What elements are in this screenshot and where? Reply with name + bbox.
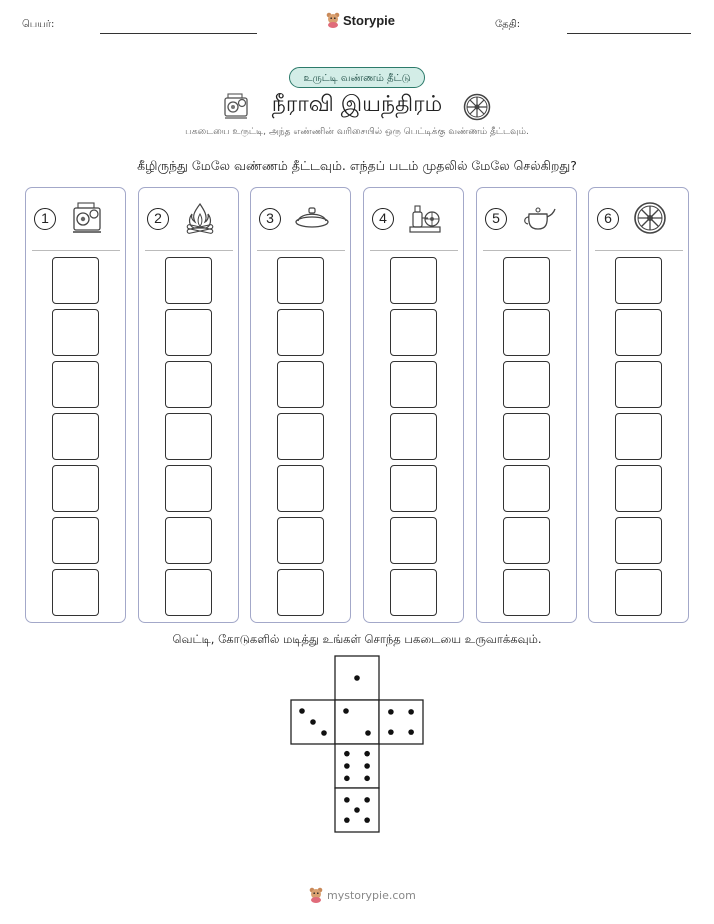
die-face xyxy=(379,700,423,744)
page-title: நீராவி இயந்திரம் xyxy=(271,92,443,117)
die-pip xyxy=(408,729,414,735)
column-number: 1 xyxy=(34,208,56,230)
die-face xyxy=(335,656,379,700)
die-pip xyxy=(344,751,350,757)
bear-icon xyxy=(309,887,323,903)
die-pip xyxy=(364,751,370,757)
brand-name: Storypie xyxy=(343,12,396,28)
activity-tag: உருட்டி வண்ணம் தீட்டு xyxy=(289,67,425,88)
die-face xyxy=(335,744,379,788)
die-pip xyxy=(354,807,360,813)
die-pip xyxy=(388,729,394,735)
die-pip xyxy=(310,719,316,725)
column-number: 2 xyxy=(147,208,169,230)
die-pip xyxy=(344,817,350,823)
question: கீழிருந்து மேலே வண்ணம் தீட்டவும். எந்தப் படம் முதலில் மேலே செல்கிறது? xyxy=(137,158,577,173)
die-pip xyxy=(354,675,360,681)
footer-url: mystorypie.com xyxy=(327,888,416,902)
die-face xyxy=(335,700,379,744)
column-number: 6 xyxy=(597,208,619,230)
die-pip xyxy=(343,708,349,714)
die-pip xyxy=(344,776,350,782)
die-pip xyxy=(344,763,350,769)
cut-instruction: வெட்டி, கோடுகளில் மடித்து உங்கள் சொந்த பகடையை உருவாக்கவும். xyxy=(172,632,542,646)
die-pip xyxy=(408,709,414,715)
die-pip xyxy=(299,708,305,714)
die-pip xyxy=(388,709,394,715)
die-pip xyxy=(365,730,371,736)
die-pip xyxy=(364,763,370,769)
die-pip xyxy=(344,797,350,803)
name-label: பெயர்: xyxy=(22,19,55,30)
die-face xyxy=(335,788,379,832)
die-face xyxy=(291,700,335,744)
subtitle: பகடையை உருட்டி, அந்த எண்ணின் வரிசையில் ஒரு பெட்டிக்கு வண்ணம் தீட்டவும். xyxy=(185,127,529,137)
date-label: தேதி: xyxy=(495,19,521,30)
column-number: 3 xyxy=(259,208,281,230)
die-pip xyxy=(364,776,370,782)
die-pip xyxy=(364,817,370,823)
footer xyxy=(309,887,416,903)
die-pip xyxy=(321,730,327,736)
die-pip xyxy=(364,797,370,803)
column-number: 5 xyxy=(485,208,507,230)
column-number: 4 xyxy=(372,208,394,230)
